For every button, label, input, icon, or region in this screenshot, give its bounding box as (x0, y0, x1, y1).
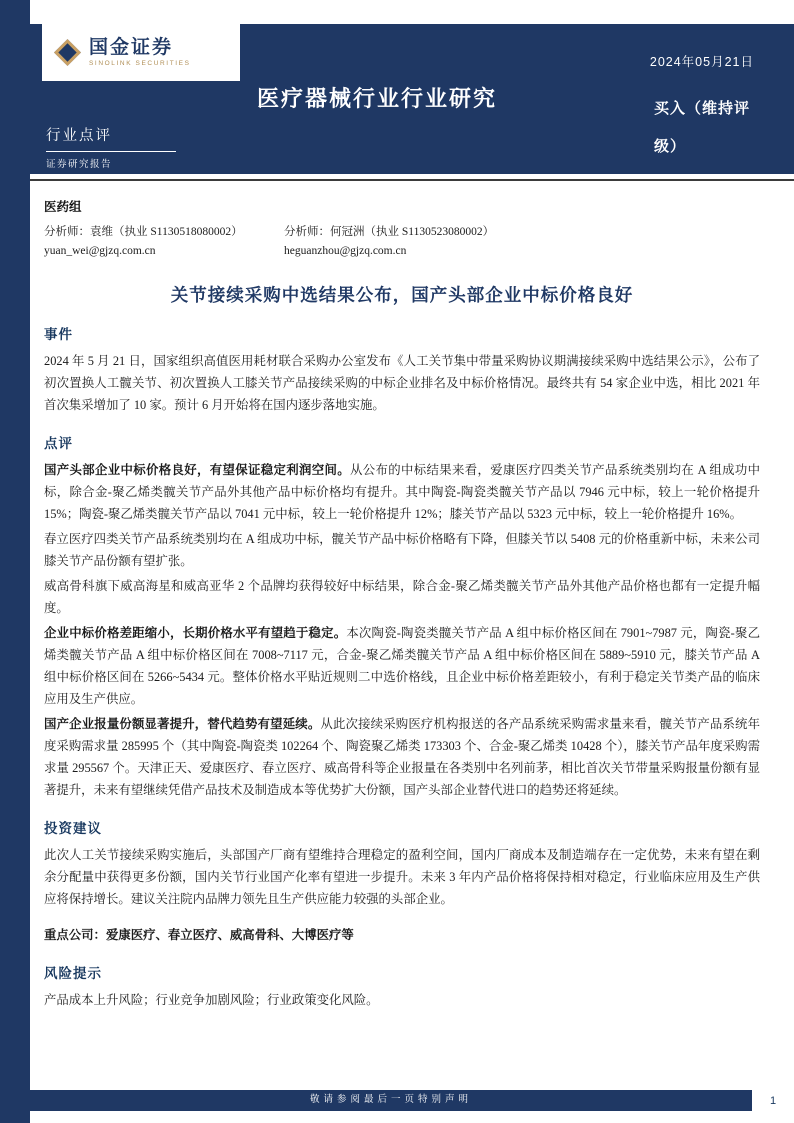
advice-paragraph: 此次人工关节接续采购实施后，头部国产厂商有望维持合理稳定的盈利空间，国内厂商成本及制造端存在一定优势，未来有望在剩余分配量中获得更多份额，国内关节行业国产化率有望进一步提升。未来 3 年内产品价格将保持相对稳定，行业临床应用及生产供应将保持增长。建议关注院内品牌力领先且生产供应能力较强的头部企业。 (44, 848, 760, 906)
section-heading-event: 事件 (44, 327, 73, 342)
report-series-title: 医疗器械行业行业研究 (256, 86, 497, 111)
logo-text (89, 37, 191, 68)
analyst-block (44, 224, 760, 260)
section-heading-risk: 风险提示 (44, 966, 102, 981)
footer-disclaimer: 敬请参阅最后一页特别声明 (30, 1090, 752, 1111)
analyst-group-title: 医药组 (44, 200, 82, 214)
risk-paragraph: 产品成本上升风险；行业竞争加剧风险；行业政策变化风险。 (44, 993, 379, 1007)
section-heading-advice: 投资建议 (44, 821, 102, 836)
key-companies: 重点公司：爱康医疗、春立医疗、威高骨科、大博医疗等 (44, 928, 354, 942)
paragraph-text: 从此次接续采购医疗机构报送的各产品系统采购需求量来看，髋关节产品系统年度采购需求量 285995 个（其中陶瓷-陶瓷类 102264 个、陶瓷聚乙烯类 173303 个、合金-聚乙烯类 10428 个），膝关节产品年度采购需求量 295567 个。天津正天、爱康医疗、春立医疗、威高骨科等企业报量在各类别中名列前茅，相比首次关节带量采购报量份额有显著提升，未来有望继续凭借产品技术及制造成本等优势扩大份额，国产头部企业替代进口的趋势还将延续。 (44, 717, 761, 797)
analyst-1-email: yuan_wei@gjzq.com.cn (44, 245, 156, 257)
analyst-1-name: 分析师：袁维（执业 S1130518080002） (44, 226, 243, 238)
report-header (30, 24, 794, 174)
report-category-block (46, 124, 176, 170)
report-body (30, 181, 794, 1090)
report-main (30, 0, 794, 1123)
analyst-2-email: heguanzhou@gjzq.com.cn (284, 245, 407, 257)
paragraph-text: 从公布的中标结果来看，爱康医疗四类关节产品系统类别均在 A 组成功中标，除合金-聚乙烯类髋关节产品外其他产品中标价格均有提升。其中陶瓷-陶瓷类髋关节产品以 7946 元中标，较上一轮价格提升 15%；陶瓷-聚乙烯类髋关节产品以 7041 元中标，较上一轮价格提升 12%；膝关节产品以 5323 元中标，较上一轮价格提升 16%。 (44, 463, 760, 521)
rating-line-2: 级） (654, 138, 687, 155)
paragraph-lead: 国产企业报量份额显著提升，替代趋势有望延续。 (44, 717, 321, 731)
document-title: 关节接续采购中选结果公布，国产头部企业中标价格良好 (170, 285, 634, 305)
page-footer (30, 1090, 794, 1111)
paragraph-lead: 国产头部企业中标价格良好，有望保证稳定利润空间。 (44, 463, 350, 477)
analyst-2-name: 分析师：何冠洲（执业 S1130523080002） (284, 226, 495, 238)
logo-en-text: SINOLINK SECURITIES (89, 60, 191, 67)
rating-line-1: 买入（维持评 (654, 100, 751, 117)
rating-label (654, 90, 794, 166)
logo-cn-text: 国金证券 (89, 37, 174, 58)
report-date: 2024年05月21日 (649, 55, 754, 69)
comment-paragraph-5 (44, 713, 760, 801)
paragraph-lead: 企业中标价格差距缩小，长期价格水平有望趋于稳定。 (44, 626, 347, 640)
subcategory-label: 证券研究报告 (46, 159, 113, 170)
page-number: 1 (769, 1094, 777, 1107)
logo-diamond-icon (54, 39, 81, 66)
comment-paragraph-1 (44, 459, 760, 525)
paragraph-text: 本次陶瓷-陶瓷类髋关节产品 A 组中标价格区间在 7901~7987 元，陶瓷-聚乙烯类髋关节产品 A 组中标价格区间在 7008~7117 元，合金-聚乙烯类髋关节产品 A 组中标价格区间在 5889~5910 元，膝关节产品 A 组中标价格区间在 5266~5434 元。整体价格水平贴近规则二中选价格线，且企业中标价格差距较小，有利于稳定关节类产品的临床应用及生产供应。 (44, 626, 760, 706)
event-paragraph: 2024 年 5 月 21 日，国家组织高值医用耗材联合采购办公室发布《人工关节集中带量采购协议期满接续采购中选结果公示》，公布了初次置换人工髋关节、初次置换人工膝关节产品接续采购的中标企业排名及中标价格情况。最终共有 54 家企业中选，相比 2021 年首次集采增加了 10 家。预计 6 月开始将在国内逐步落地实施。 (44, 354, 760, 412)
left-margin-band (0, 0, 30, 1123)
sinolink-logo (42, 24, 240, 81)
category-label: 行业点评 (46, 124, 176, 152)
comment-paragraph-4 (44, 622, 760, 710)
comment-paragraph-2: 春立医疗四类关节产品系统类别均在 A 组成功中标，髋关节产品中标价格略有下降，但膝关节以 5408 元的价格重新中标，未来公司膝关节产品份额有望扩张。 (44, 532, 760, 568)
section-heading-comment: 点评 (44, 436, 73, 451)
comment-paragraph-3: 威高骨科旗下威高海星和威高亚华 2 个品牌均获得较好中标结果，除合金-聚乙烯类髋关节产品外其他产品价格也都有一定提升幅度。 (44, 579, 760, 615)
